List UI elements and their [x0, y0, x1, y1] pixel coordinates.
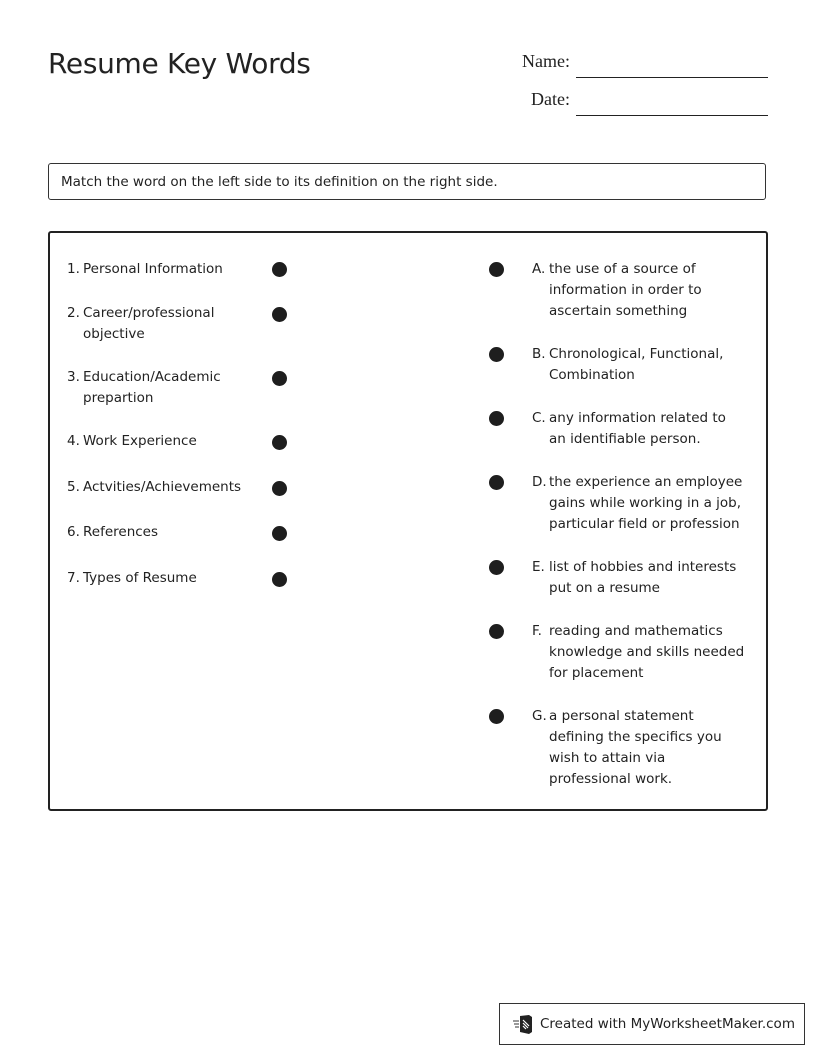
definition-item: F. reading and mathematics knowledge and skills needed for placement	[532, 623, 745, 681]
term-item: 1. Personal Information	[67, 261, 223, 277]
term-dot-1[interactable]	[272, 262, 287, 277]
definition-dot-a[interactable]	[489, 262, 504, 277]
footer-text: Created with MyWorksheetMaker.com	[540, 1016, 795, 1032]
definition-item: G. a personal statement defining the specifics you wish to attain via professional work.	[532, 708, 722, 787]
date-field-row	[500, 86, 768, 116]
name-input-line[interactable]	[576, 77, 768, 78]
definition-item: A. the use of a source of information in order to ascertain something	[532, 261, 702, 319]
term-item: 6. References	[67, 524, 159, 540]
term-item: 5. Actvities/Achievements	[67, 479, 242, 495]
definition-dot-e[interactable]	[489, 560, 504, 575]
definition-dot-f[interactable]	[489, 624, 504, 639]
worksheet-maker-logo-icon	[512, 1013, 534, 1035]
term-dot-6[interactable]	[272, 526, 287, 541]
term-dot-3[interactable]	[272, 371, 287, 386]
date-label: Date:	[531, 89, 570, 109]
name-field-row	[500, 48, 768, 78]
date-input-line[interactable]	[576, 115, 768, 116]
footer-credit[interactable]	[499, 1003, 805, 1045]
definition-dot-b[interactable]	[489, 347, 504, 362]
definition-dot-g[interactable]	[489, 709, 504, 724]
page-title: Resume Key Words	[48, 47, 311, 80]
term-item: 4. Work Experience	[67, 433, 197, 449]
term-dot-4[interactable]	[272, 435, 287, 450]
term-item: 3. Education/Academic prepartion	[67, 369, 221, 406]
term-item: 2. Career/professional objective	[67, 305, 215, 342]
definition-dot-d[interactable]	[489, 475, 504, 490]
definition-item: E. list of hobbies and interests put on a resume	[532, 559, 737, 596]
instructions-box: Match the word on the left side to its definition on the right side.	[48, 163, 766, 200]
definition-item: C. any information related to an identifiable person.	[532, 410, 726, 447]
name-label: Name:	[522, 51, 570, 71]
definition-item: B. Chronological, Functional, Combination	[532, 346, 724, 383]
definition-dot-c[interactable]	[489, 411, 504, 426]
definition-item: D. the experience an employee gains while working in a job, particular field or profession	[532, 474, 743, 532]
term-dot-7[interactable]	[272, 572, 287, 587]
term-dot-5[interactable]	[272, 481, 287, 496]
term-dot-2[interactable]	[272, 307, 287, 322]
matching-box	[48, 231, 768, 811]
term-item: 7. Types of Resume	[67, 570, 197, 586]
